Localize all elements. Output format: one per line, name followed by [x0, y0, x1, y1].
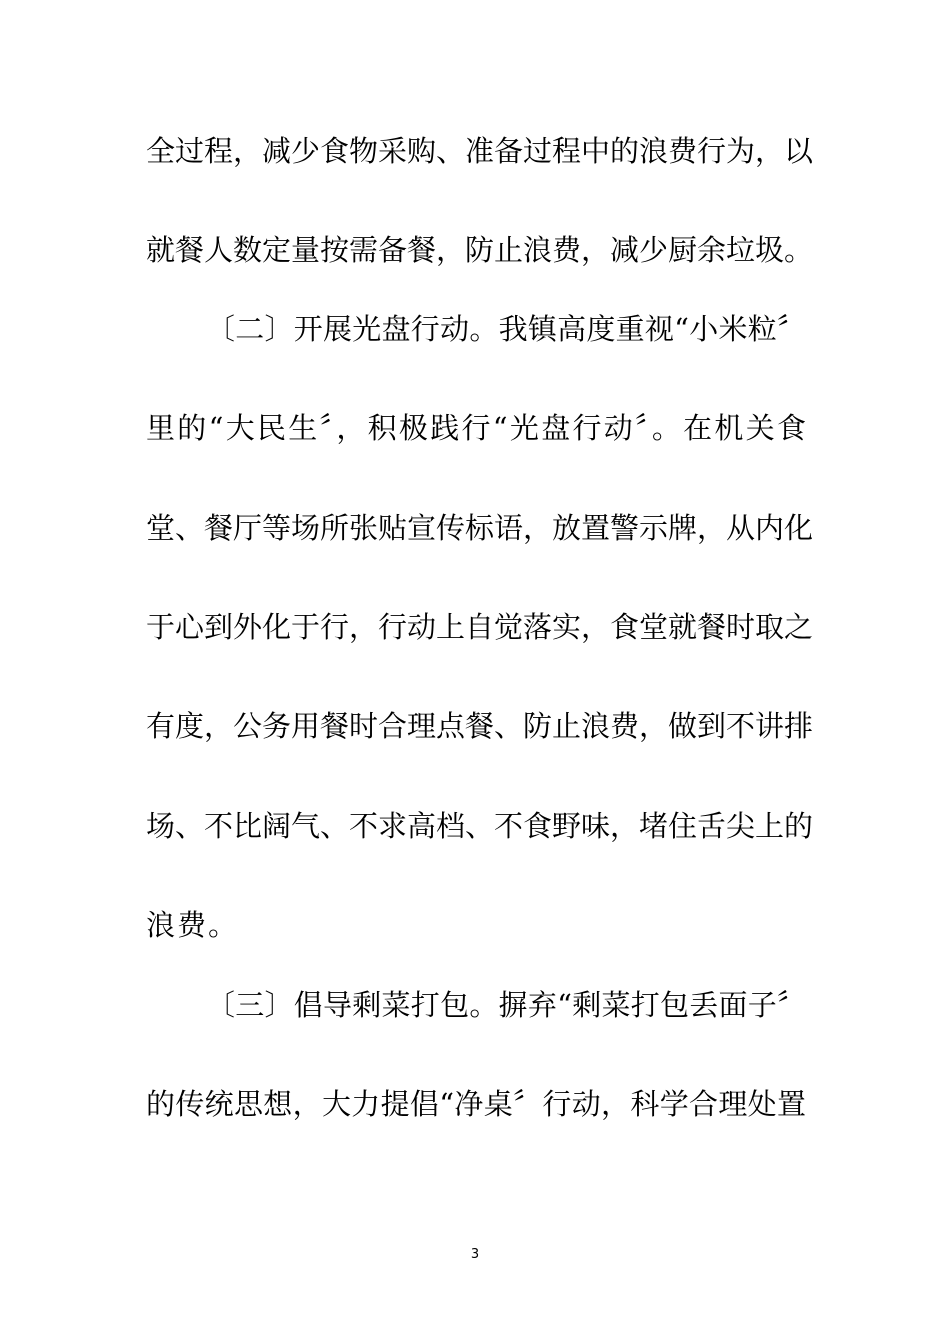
text-line: 里的“大民生〞，积极践行“光盘行动〞。在机关食 — [146, 411, 806, 445]
paragraph-heading-line: 〔二〕开展光盘行动。我镇高度重视“小米粒〞 — [206, 312, 806, 346]
text-line: 全过程，减少食物采购、准备过程中的浪费行为，以 — [146, 134, 814, 168]
page-number: 3 — [470, 1247, 480, 1262]
paragraph-heading-line: 〔三〕倡导剩菜打包。摒弃“剩菜打包丢面子〞 — [206, 988, 806, 1022]
text-line: 有度，公务用餐时合理点餐、防止浪费，做到不讲排 — [146, 709, 814, 743]
text-line: 堂、餐厅等场所张贴宣传标语，放置警示牌，从内化 — [146, 511, 814, 545]
text-line: 就餐人数定量按需备餐，防止浪费，减少厨余垃圾。 — [146, 233, 814, 267]
text-line: 于心到外化于行，行动上自觉落实，食堂就餐时取之 — [146, 610, 814, 644]
text-line: 浪费。 — [146, 908, 240, 942]
text-line: 场、不比阔气、不求高档、不食野味，堵住舌尖上的 — [146, 809, 814, 843]
text-line: 的传统思想，大力提倡“净桌〞行动，科学合理处置 — [146, 1087, 806, 1121]
